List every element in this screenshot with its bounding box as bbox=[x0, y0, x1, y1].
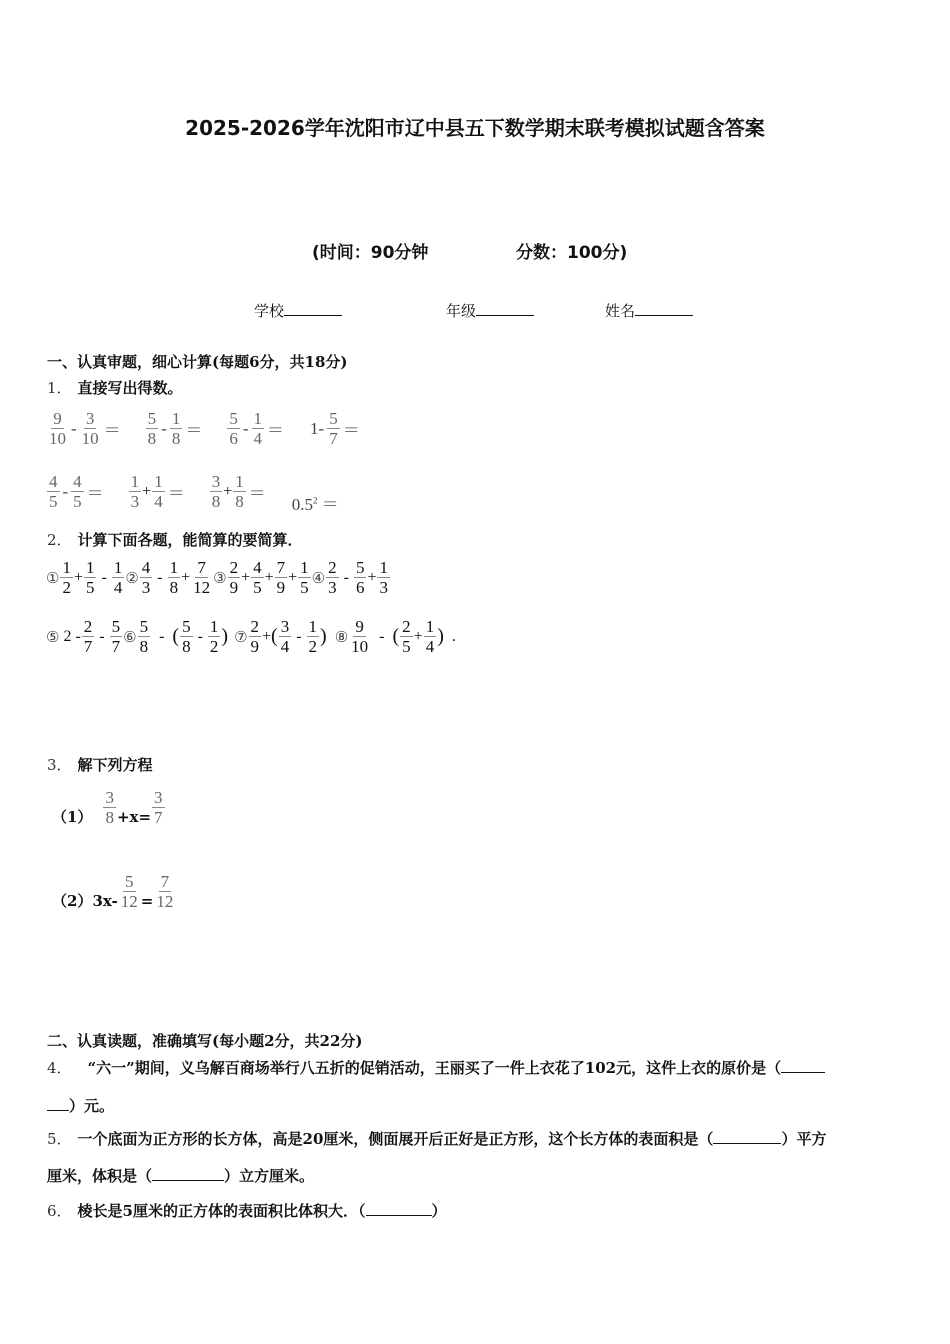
fraction: $\frac{5}{6}$ bbox=[229, 409, 238, 448]
fraction: $\frac{1}{3}$ bbox=[130, 472, 140, 511]
fraction: $\frac{3}{10}$ bbox=[81, 409, 99, 448]
question-number: 5． bbox=[47, 1130, 72, 1148]
question-number: 3． bbox=[47, 756, 72, 774]
grade-label: 年级 bbox=[446, 302, 477, 320]
fraction: $\frac{4}{5}$ bbox=[49, 472, 58, 511]
name-field bbox=[605, 300, 693, 321]
grade-field bbox=[446, 300, 534, 321]
q2-row-2: ⑤ 2 - $\frac{2}{7}$ - $\frac{5}{7}$ ⑥ $\frac{5}{8}$ - ( $\frac{5}{8}$ - $\frac{1}{2}$ ) ⑦ $\frac{2}{9}$ + ( $\frac{3}{4}$ - $\frac{1}{2}$ ) ⑧ $\frac{9}{10}$ - ( $\frac{2}{5}$ + $\frac{1}{4}$ ) . bbox=[46, 617, 456, 656]
power-expression: $0.5^2$ ＝ bbox=[291, 495, 339, 514]
school-label: 学校 bbox=[254, 302, 285, 320]
question-5-cont: 厘米，体积是（ ）立方厘米。 bbox=[47, 1167, 315, 1185]
question-2 bbox=[47, 529, 303, 550]
question-number: 4． bbox=[47, 1059, 72, 1077]
name-blank[interactable] bbox=[635, 301, 693, 316]
page-title: 2025-2026学年沈阳市辽中县五下数学期末联考模拟试题含答案 bbox=[185, 116, 765, 140]
question-number: 1． bbox=[47, 379, 72, 397]
school-blank[interactable] bbox=[284, 301, 342, 316]
fraction: $\frac{1}{8}$ bbox=[171, 409, 181, 448]
fraction: $\frac{9}{10}$ bbox=[49, 409, 66, 448]
fraction: $\frac{5}{7}$ bbox=[329, 409, 338, 448]
section-1-heading: 一、认真审题，细心计算(每题6分，共18分) bbox=[47, 353, 348, 371]
fraction: $\frac{5}{8}$ bbox=[147, 409, 157, 448]
q1-row-2: $\frac{4}{5}$ - $\frac{4}{5}$ ＝ $\frac{1}{3}$ + $\frac{1}{4}$ ＝ $\frac{3}{8}$ + $\frac{1}{8}$ ＝ $0.5^2$ ＝ bbox=[49, 472, 339, 514]
question-3 bbox=[47, 754, 153, 775]
exam-score: 分数：100分) bbox=[516, 243, 628, 263]
fraction: $\frac{1}{4}$ bbox=[154, 472, 163, 511]
grade-blank[interactable] bbox=[476, 301, 534, 316]
fraction: $\frac{1}{4}$ bbox=[253, 409, 263, 448]
question-6: 6． 棱长是5厘米的正方体的表面积比体积大．（ ） bbox=[47, 1202, 447, 1220]
q2-row-1: ① $\frac{1}{2}$ + $\frac{1}{5}$ - $\frac{1}{4}$ ② $\frac{4}{3}$ - $\frac{1}{8}$ + $\frac{7}{12}$ ③ $\frac{2}{9}$ + $\frac{4}{5}$ + $\frac{7}{9}$ + $\frac{1}{5}$ ④ $\frac{2}{3}$ - $\frac{5}{6}$ + $\frac{1}{3}$ bbox=[46, 558, 388, 597]
question-text: 计算下面各题，能简算的要简算． bbox=[77, 531, 303, 549]
answer-blank[interactable] bbox=[366, 1201, 432, 1216]
school-field bbox=[254, 300, 342, 321]
question-text: 解下列方程 bbox=[77, 756, 153, 774]
fraction: $\frac{4}{5}$ bbox=[73, 472, 82, 511]
question-4-cont: ）元。 bbox=[47, 1095, 114, 1116]
question-text: 直接写出得数。 bbox=[77, 379, 183, 397]
answer-blank[interactable] bbox=[781, 1058, 825, 1073]
name-label: 姓名 bbox=[605, 302, 636, 320]
answer-blank[interactable] bbox=[713, 1129, 781, 1144]
fraction: $\frac{1}{8}$ bbox=[235, 472, 244, 511]
question-number: 2． bbox=[47, 531, 72, 549]
answer-blank[interactable] bbox=[152, 1166, 224, 1181]
equation-2: （2） 3x- $\frac{5}{12}$ = $\frac{7}{12}$ bbox=[52, 872, 174, 911]
question-1 bbox=[47, 377, 183, 398]
section-2-heading: 二、认真读题，准确填写(每小题2分，共22分) bbox=[47, 1032, 363, 1050]
equation-1: （1） $\frac{3}{8}$ +x= $\frac{3}{7}$ bbox=[52, 788, 163, 827]
question-5: 5． 一个底面为正方形的长方体，高是20厘米，侧面展开后正好是正方形，这个长方体的表面积是（ ）平方 bbox=[47, 1130, 827, 1148]
question-number: 6． bbox=[47, 1202, 72, 1220]
fraction: $\frac{3}{8}$ bbox=[211, 472, 221, 511]
answer-blank[interactable] bbox=[47, 1096, 69, 1111]
exam-time: (时间：90分钟 bbox=[312, 243, 429, 263]
q1-row-1: $\frac{9}{10}$ - $\frac{3}{10}$ ＝ $\frac{5}{8}$ - $\frac{1}{8}$ ＝ $\frac{5}{6}$ - $\frac{1}{4}$ ＝ 1- $\frac{5}{7}$ ＝ bbox=[49, 409, 360, 448]
question-4: 4． “六一”期间，义乌解百商场举行八五折的促销活动，王丽买了一件上衣花了102元，这件上衣的原价是（ bbox=[47, 1057, 825, 1078]
